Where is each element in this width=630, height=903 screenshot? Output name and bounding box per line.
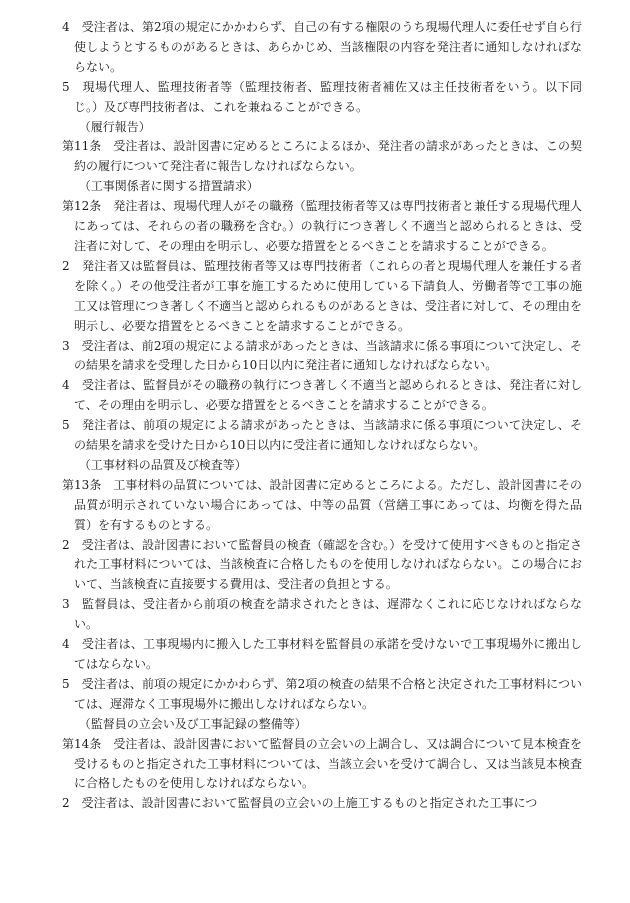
article-heading-14: （監督員の立会い及び工事記録の整備等） — [78, 716, 307, 731]
paragraph-art13-3: 3 監督員は、受注者から前項の検査を請求されたときは、遅滞なくこれに応じなければならない。 — [62, 597, 582, 632]
paragraph-art12-5: 5 発注者は、前項の規定による請求があったときは、当該請求に係る事項について決定し、その結果を請求を受けた日から10日以内に受注者に通知しなければならない。 — [62, 418, 582, 453]
document-page — [62, 18, 582, 814]
paragraph-art14-2: 2 受注者は、設計図書において監督員の立会いの上施工するものと指定された工事につ — [62, 796, 538, 811]
paragraph-art13-5: 5 受注者は、前項の規定にかかわらず、第2項の検査の結果不合格と決定された工事材料については、遅滞なく工事現場外に搬出しなければならない。 — [62, 676, 582, 711]
paragraph-art10-4: 4 受注者は、第2項の規定にかかわらず、自己の有する権限のうち現場代理人に委任せず自ら行使しようとするものがあるときは、あらかじめ、当該権限の内容を発注者に通知しなければならない。 — [62, 20, 582, 74]
paragraph-art13-4: 4 受注者は、工事現場内に搬入した工事材料を監督員の承諾を受けないで工事現場外に搬出してはならない。 — [62, 637, 582, 671]
paragraph-art12-3: 3 受注者は、前2項の規定による請求があったときは、当該請求に係る事項について決定し、その結果を請求を受理した日から10日以内に発注者に通知しなければならない。 — [62, 338, 582, 373]
paragraph-art13-2: 2 受注者は、設計図書において監督員の検査（確認を含む。）を受けて使用すべきものと指定された工事材料については、当該検査に合格したものを使用しなければならない。この場合において、当該検査に直接要する費用は、受注者の負担とする。 — [62, 537, 582, 592]
paragraph-art11: 第11条 受注者は、設計図書に定めるところによるほか、発注者の請求があったときは、この契約の履行について発注者に報告しなければならない。 — [62, 139, 582, 174]
paragraph-art14-1: 第14条 受注者は、設計図書において監督員の立会いの上調合し、又は調合について見本検査を受けるものと指定された工事材料については、当該立会いを受けて調合し、又は当該見本検査に合格したものを使用しなければならない。 — [62, 736, 582, 791]
paragraph-art12-1: 第12条 発注者は、現場代理人がその職務（監理技術者等又は専門技術者と兼任する現場代理人にあっては、それらの者の職務を含む。）の執行につき著しく不適当と認められるときは、受注者に対して、その理由を明示し、必要な措置をとるべきことを請求することができる。 — [62, 199, 582, 253]
article-heading-13: （工事材料の品質及び検査等） — [78, 457, 247, 472]
paragraph-art13-1: 第13条 工事材料の品質については、設計図書に定めるところによる。ただし、設計図書にその品質が明示されていない場合にあっては、中等の品質（営繕工事にあっては、均衡を得た品質）を有するものとする。 — [62, 477, 582, 532]
article-heading-11: （履行報告） — [78, 119, 151, 134]
paragraph-art12-4: 4 受注者は、監督員がその職務の執行につき著しく不適当と認められるときは、発注者に対して、その理由を明示し、必要な措置をとるべきことを請求することができる。 — [62, 378, 582, 413]
paragraph-art10-5: 5 現場代理人、監理技術者等（監理技術者、監理技術者補佐又は主任技術者をいう。以下同じ。）及び専門技術者は、これを兼ねることができる。 — [62, 79, 582, 114]
article-heading-12: （工事関係者に関する措置請求） — [78, 179, 259, 194]
paragraph-art12-2: 2 発注者又は監督員は、監理技術者等又は専門技術者（これらの者と現場代理人を兼任する者を除く。）その他受注者が工事を施工するために使用している下請負人、労働者等で工事の施工又は管理につき著しく不適当と認められるものがあるときは、受注者に対して、その理由を明示し、必要な措置をとるべきことを請求することができる。 — [62, 258, 582, 333]
